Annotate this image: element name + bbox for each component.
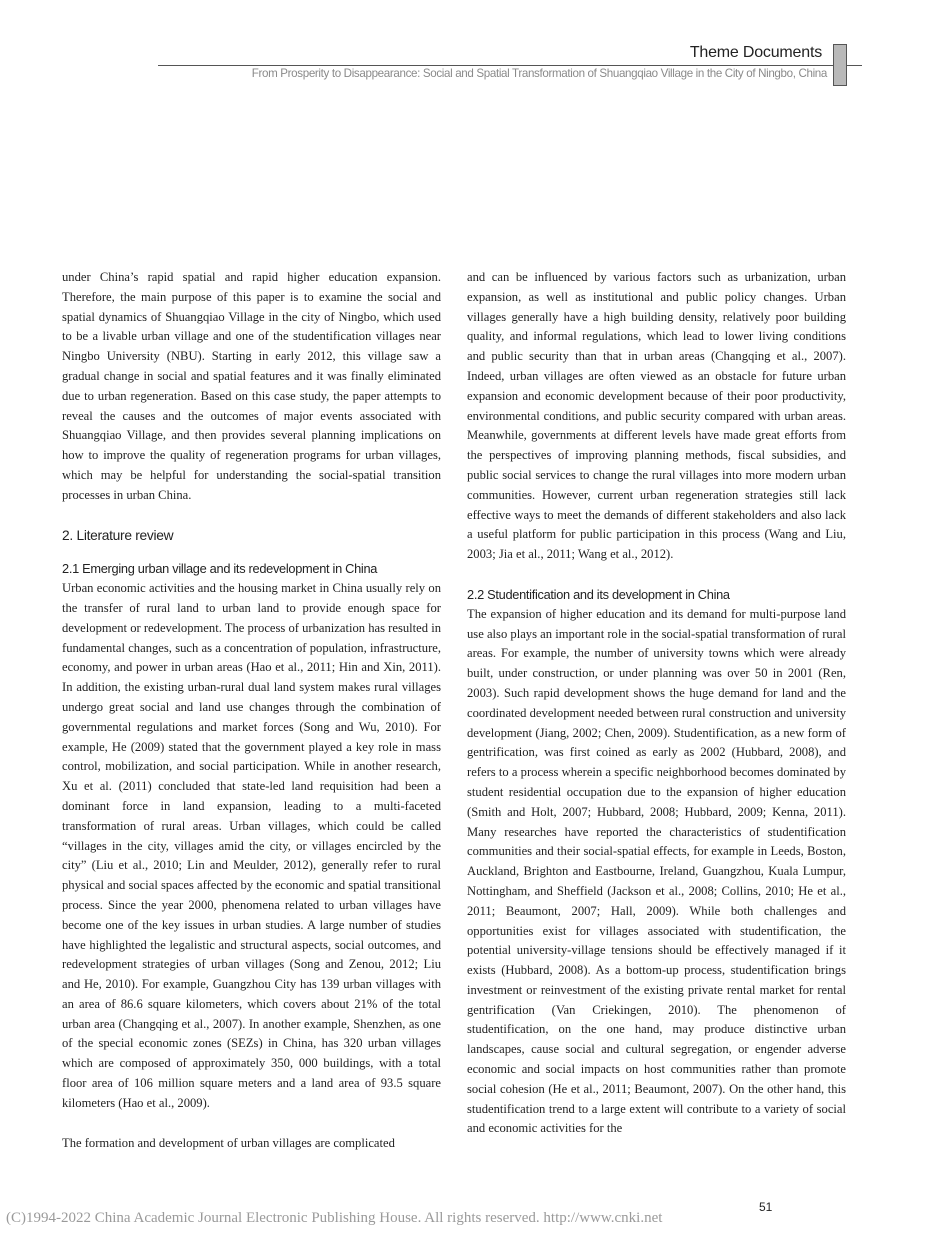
section-heading: 2. Literature review <box>62 527 174 543</box>
running-header-title: Theme Documents <box>689 44 822 61</box>
header-rule <box>158 65 862 66</box>
subsection-heading-2-2: 2.2 Studentification and its development in China <box>467 586 730 602</box>
right-column <box>467 268 846 1139</box>
body-paragraph: Urban economic activities and the housing market in China usually rely on the transfer of rural land to urban land to provide enough space for development or redevelopment. The process of urbanization has resulted in fundamental changes, such as a concentration of population, infrastructure, economy, and power in urban areas (Hao et al., 2011; Hin and Xin, 2011). In addition, the existing urban-rural dual land system makes rural villages undergo great social and land use changes through the combination of governmental regulations and market forces (Song and Wu, 2010). For example, He (2009) stated that the government played a key role in mass control, mobilization, and social participation. While in another research, Xu et al. (2011) concluded that state-led land requisition had been a dominant force in land expansion, leading to a multi-faceted transformation of rural areas. Urban villages, which could be called “villages in the city, villages amid the city, or villages encircled by the city” (Liu et al., 2010; Lin and Meulder, 2012), generally refer to rural physical and social spaces affected by the economic and spatial transitional process. Since the year 2000, phenomena related to urban villages have become one of the key issues in urban studies. A large number of studies have highlighted the legalistic and structural aspects, social outcomes, and redevelopment strategies of urban villages (Song and Zenou, 2012; Liu and He, 2010). For example, Guangzhou City has 139 urban villages with an area of 86.6 square kilometers, which covers about 21% of the total urban area (Changqing et al., 2007). In another example, Shenzhen, as one of the special economic zones (SEZs) in China, has 320 urban villages which are composed of approximately 350, 000 buildings, with a total floor area of 106 million square meters and a land area of 93.5 square kilometers (Hao et al., 2009). <box>62 581 441 1110</box>
page-number: 51 <box>759 1200 773 1214</box>
intro-paragraph: under China’s rapid spatial and rapid higher education expansion. Therefore, the main purpose of this paper is to examine the social and spatial dynamics of Shuangqiao Village in the city of Ningbo, which used to be a livable urban village and one of the studentification villages near Ningbo University (NBU). Starting in early 2012, this village saw a gradual change in social and spatial features and it was finally eliminated due to urban regeneration. Based on this case study, the paper attempts to reveal the causes and the outcomes of major events associated with Shuangqiao Village, and then provides several planning implications on how to improve the quality of regeneration programs for urban villages, which may be helpful for understanding the social-spatial transition processes in urban China. <box>62 270 441 502</box>
body-paragraph: The expansion of higher education and its demand for multi-purpose land use also plays an important role in the social-spatial transformation of rural areas. For example, the number of university towns which were already built, under construction, or under planning was over 50 in 2001 (Ren, 2003). Such rapid development shows the huge demand for land and the coordinated development needed between rural construction and university development (Jiang, 2002; Chen, 2009). Studentification, as a new form of gentrification, was first coined as early as 2002 (Hubbard, 2008), and refers to a process wherein a specific neighborhood becomes dominated by student residential occupation due to the expansion of higher education (Smith and Holt, 2007; Hubbard, 2008; Hubbard, 2009; Kenna, 2011). Many researches have reported the characteristics of studentification communities and their social-spatial effects, for example in Leeds, Boston, Auckland, Brighton and Eastbourne, Ireland, Guangzhou, Kuala Lumpur, Nottingham, and Sheffield (Jackson et al., 2008; Collins, 2010; He et al., 2011; Beaumont, 2007; Hall, 2009). While both challenges and opportunities exist for villages associated with studentification, the potential university-village tensions should be effectively managed if it exists (Hubbard, 2008). As a bottom-up process, studentification brings investment or reinvestment of the existing private rental market for rental gentrification (Van Criekingen, 2010). The phenomenon of studentification, on the one hand, may produce distinctive urban landscapes, cause social and cultural segregation, or engender adverse economic and social impacts on host communities rather than promote social cohesion (He et al., 2011; Beaumont, 2007). On the other hand, this studentification trend to a large extent will contribute to a variety of social and economic activities for the <box>467 606 846 1136</box>
copyright-footer: (C)1994-2022 China Academic Journal Electronic Publishing House. All rights reserved. http://www.cnki.net <box>6 1210 663 1226</box>
body-paragraph: The formation and development of urban villages are complicated <box>62 1135 395 1150</box>
running-header-subtitle: From Prosperity to Disappearance: Social and Spatial Transformation of Shuangqiao Village in the City of Ningbo, China <box>251 67 827 80</box>
subsection-heading-2-1: 2.1 Emerging urban village and its redevelopment in China <box>62 561 378 577</box>
body-paragraph-continued: and can be influenced by various factors such as urbanization, urban expansion, as well as institutional and public policy changes. Urban villages generally have a high building density, relatively poor building quality, and informal regulations, which lead to lower living conditions and public security than that in urban areas (Changqing et al., 2007). Indeed, urban villages are often viewed as an obstacle for future urban expansion and economic development because of their poor productivity, environmental conditions, and public security compared with urban areas. Meanwhile, governments at different levels have made great efforts from the perspectives of improving planning methods, fiscal subsidies, and public social services to change the rural villages into more modern urban communities. However, current urban regeneration strategies still lack effective ways to meet the demands of different stakeholders and also lack a useful platform for public participation in this process (Wang and Liu, 2003; Jia et al., 2011; Wang et al., 2012). <box>467 270 846 562</box>
left-column <box>62 268 441 1153</box>
header-tab-marker <box>833 44 847 86</box>
